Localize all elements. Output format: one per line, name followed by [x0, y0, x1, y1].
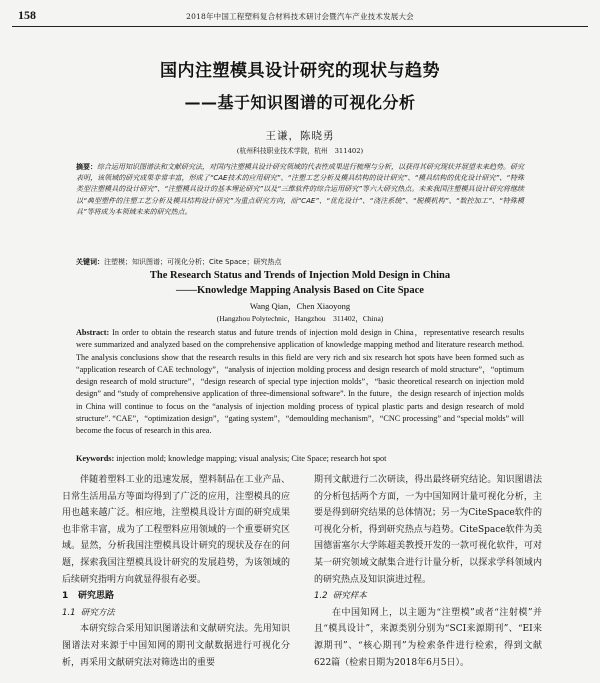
section-1-1-title: 研究方法 — [80, 607, 115, 618]
section-1-heading — [62, 588, 290, 605]
abstract-cn-label: 摘要： — [76, 163, 97, 171]
abstract-cn-text: 综合运用知识图谱法和文献研究法，对国内注塑模具设计研究领域的代表性成果进行梳理与分析，以获得其研究现状并展望未来趋势。研究表明，该领域的研究成果非常丰富，形成了“CAE技术的应用研究”、“注塑工艺分析及模具结构的设计研究”、“模具结构的优化设计研究”、“特殊类型注塑模具的设计研究”、“注塑模具设计的基本理论研究”以及“三维软件的综合运用研究”等六大研究热点。未来我国注塑模具设计研究将继续以“典型塑件的注塑工艺分析及模具结构设计研究”为重点研究方向，而“CAE”、“优化设计”、“浇注系统”、“脱模机构”、“数控加工”、“特殊模具”等将成为本领域未来的研究热点。 — [76, 163, 524, 216]
section-1-number: 1 — [62, 591, 69, 602]
affiliation-en: (Hangzhou Polytechnic，Hangzhou 311402，China) — [216, 314, 384, 323]
keywords-cn-text: 注塑模；知识图谱；可视化分析；Cite Space；研究热点 — [104, 258, 282, 266]
section-1-1-paragraph: 本研究综合采用知识图谱法和文献研究法。先用知识图谱法对来源于中国知网的期刊文献数据进行可视化分析，再采用文献研究法对筛选出的重要 — [62, 624, 290, 668]
section-1-2-number: 1.2 — [314, 591, 328, 602]
intro-paragraph: 伴随着塑料工业的迅速发展，塑料制品在工业产品、日常生活用品方等面均得到了广泛的应用，注塑模具的应用也越来越广泛。相应地，注塑模具设计方面的研究成果也非常丰富，成为了工程塑料应用领域的一个重要研究区域。显然，分析我国注塑模具设计研究的现状及存在的问题，探索我国注塑模具设计研究的发展趋势，为该领域的后续研究指明方向就显得很有必要。 — [62, 475, 290, 585]
page-number: 158 — [18, 8, 36, 22]
page-header — [12, 6, 588, 27]
title-en-line2: ——Knowledge Mapping Analysis Based on Cite Space — [176, 285, 424, 296]
authors-en: Wang Qian，Chen Xiaoyong — [249, 301, 351, 311]
keywords-en-text: injection mold; knowledge mapping; visual analysis; Cite Space; research hot spot — [116, 454, 387, 463]
affiliation-cn: (杭州科技职业技术学院，杭州 311402) — [236, 147, 364, 155]
title-cn-line2: ——基于知识图谱的可视化分析 — [184, 93, 416, 112]
section-1-title: 研究思路 — [78, 591, 115, 602]
body-column-right — [314, 472, 542, 671]
abstract-en — [76, 327, 524, 438]
keywords-cn — [76, 257, 524, 268]
keywords-en — [76, 453, 524, 465]
title-cn-line1: 国内注塑模具设计研究的现状与趋势 — [160, 61, 440, 81]
running-head: 2018年中国工程塑料复合材料技术研讨会暨汽车产业技术发展大会 — [186, 12, 414, 21]
section-1-2-paragraph: 在中国知网上，以主题为“注塑模”或者“注射模”并且“模具设计”，来源类别分别为“SCI来源期刊”、“EI来源期刊”、“核心期刊”为检索条件进行检索，得到文献622篇（检索日期为2018年6月5日）。 — [314, 607, 542, 668]
keywords-cn-label: 关键词： — [76, 258, 104, 266]
authors-cn: 王谦，陈晓勇 — [265, 130, 335, 142]
section-1-2-title: 研究样本 — [332, 591, 367, 602]
abstract-en-label: Abstract: — [76, 328, 110, 337]
section-1-1-number: 1.1 — [62, 607, 76, 618]
section-1-2-heading — [314, 588, 542, 605]
abstract-en-text: In order to obtain the research status and future trends of injection mold design in China，representative research results were summarized and analyzed based on the comprehensive application of knowledge mapping method and literature research method. The analysis conclusions show that the research results in this field are very rich and six research hot spots have been formed such as “application research of CAE technology”，“analysis of injection molding process and design research of mold structure”，“optimum design research of mold structure”，“design research of special type injection molds”，“basic theoretical research on injection mold design” and “study of comprehensive application of three-dimensional software”. In the future，the design research of injection molds in China will continue to focus on the “analysis of injection molding process of typical plastic parts and design research of mold structure”. “CAE”，“optimization design”，“gating system”，“demoulding mechanism”，“CNC processing” and “special molds” will become the focus of research in this area. — [76, 328, 525, 436]
body-column-left — [62, 472, 290, 671]
abstract-cn — [76, 162, 524, 218]
title-en-line1: The Research Status and Trends of Injection Mold Design in China — [149, 270, 451, 281]
method-paragraph: 期刊文献进行二次研读，得出最终研究结论。知识图谱法的分析包括两个方面，一为中国知网计量可视化分析，主要是得到研究结果的总体情况；另一为CiteSpace软件的可视化分析，得到研究热点与趋势。CiteSpace软件为美国德雷塞尔大学陈超美教授开发的一款可视化软件，可对某一研究领域文献集合进行计量分析，以探求学科领域内的研究热点及知识演进过程。 — [314, 475, 542, 585]
section-1-1-heading — [62, 605, 290, 622]
keywords-en-label: Keywords: — [76, 454, 115, 463]
